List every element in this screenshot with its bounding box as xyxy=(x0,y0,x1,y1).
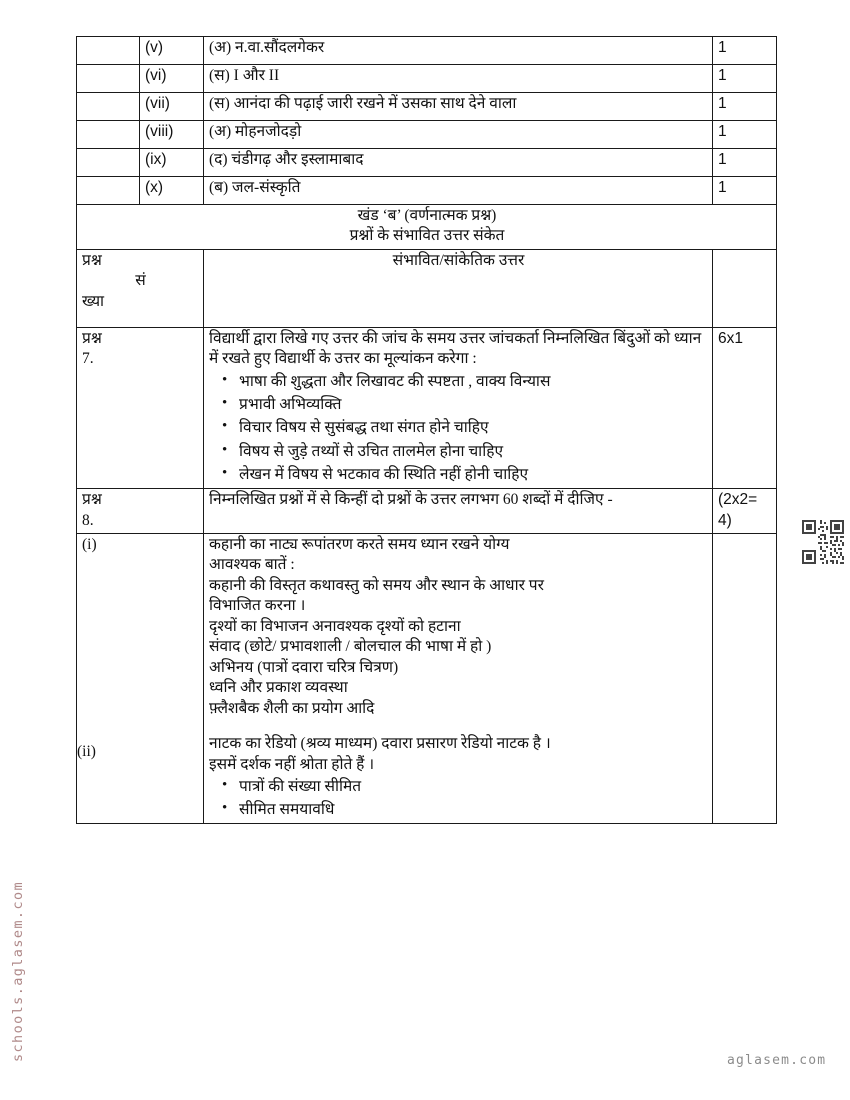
list-item: • सीमित समयावधि xyxy=(239,798,708,821)
answer-text: (द) चंडीगढ़ और इस्लामाबाद xyxy=(204,149,713,177)
question-8-index: 8. xyxy=(82,511,94,529)
table-row xyxy=(77,177,777,205)
question-7-bullet-list xyxy=(209,370,708,486)
marks-cell: 1 xyxy=(713,37,777,65)
answer-text: (अ) न.वा.सौंदलगेकर xyxy=(204,37,713,65)
header-answer-column: संभावित/सांकेतिक उत्तर xyxy=(204,249,713,327)
question-7-row xyxy=(77,327,777,488)
bottom-watermark: aglasem.com xyxy=(727,1053,827,1068)
question-8-number xyxy=(77,489,204,534)
question-7-label: प्रश्न xyxy=(82,329,102,347)
question-roman: (x) xyxy=(140,177,204,205)
section-title: खंड ‘ब’ (वर्णनात्मक प्रश्न) xyxy=(357,207,497,224)
answer-text: (ब) जल-संस्कृति xyxy=(204,177,713,205)
marks-cell: 1 xyxy=(713,149,777,177)
header-marks-column xyxy=(713,249,777,327)
list-item: • विषय से जुड़े तथ्यों से उचित तालमेल होना चाहिए xyxy=(239,440,708,463)
section-subtitle: प्रश्नों के संभावित उत्तर संकेत xyxy=(349,227,505,245)
question-8-subpart-numbers xyxy=(77,533,204,823)
section-banner-row xyxy=(77,205,777,250)
column-header-row xyxy=(77,249,777,327)
subpart-i-line: ध्वनि और प्रकाश व्यवस्था xyxy=(209,679,348,697)
subpart-i-line: फ़्लैशबैक शैली का प्रयोग आदि xyxy=(209,699,375,717)
question-roman: (vi) xyxy=(140,65,204,93)
marks-cell: 1 xyxy=(713,121,777,149)
header-qno-line2: सं xyxy=(135,272,146,290)
marks-cell: 1 xyxy=(713,177,777,205)
header-qno-line1: प्रश्न xyxy=(82,251,102,269)
left-watermark: schools.aglasem.com xyxy=(10,880,26,1062)
spacer xyxy=(209,719,708,734)
blank-cell xyxy=(77,177,140,205)
question-8-label: प्रश्न xyxy=(82,491,102,509)
subpart-i-line: कहानी की विस्तृत कथावस्तु को समय और स्थान के आधार पर xyxy=(209,576,544,594)
question-8-instruction: निम्नलिखित प्रश्नों में से किन्हीं दो प्रश्नों के उत्तर लगभग 60 शब्दों में दीजिए - xyxy=(204,489,713,534)
blank-cell xyxy=(77,65,140,93)
subpart-i-line: आवश्यक बातें : xyxy=(209,556,295,574)
section-banner xyxy=(77,205,777,250)
question-7-intro: विद्यार्थी द्वारा लिखे गए उत्तर की जांच के समय उत्तर जांचकर्ता निम्नलिखित बिंदुओं को ध्यान में रखते हुए विद्यार्थी के उत्तर का मूल्यांकन करेगा : xyxy=(209,329,702,368)
list-item: • लेखन में विषय से भटकाव की स्थिति नहीं होनी चाहिए xyxy=(239,463,708,486)
blank-cell xyxy=(77,37,140,65)
table-row xyxy=(77,93,777,121)
table-row xyxy=(77,37,777,65)
header-question-number xyxy=(77,249,204,327)
question-roman: (v) xyxy=(140,37,204,65)
question-roman: (vii) xyxy=(140,93,204,121)
blank-cell xyxy=(77,149,140,177)
question-8-marks xyxy=(713,489,777,534)
question-7-number xyxy=(77,327,204,488)
question-7-answer xyxy=(204,327,713,488)
subpart-ii-line: नाटक का रेडियो (श्रव्य माध्यम) दवारा प्रसारण रेडियो नाटक है । xyxy=(209,735,551,753)
subpart-i-label: (i) xyxy=(82,535,97,553)
list-item: • प्रभावी अभिव्यक्ति xyxy=(239,393,708,416)
question-roman: (ix) xyxy=(140,149,204,177)
question-8-marks-line2: 4) xyxy=(718,511,732,529)
marks-cell: 1 xyxy=(713,65,777,93)
subpart-i-line: दृश्यों का विभाजन अनावश्यक दृश्यों को हटाना xyxy=(209,617,461,635)
answer-text: (अ) मोहनजोदड़ो xyxy=(204,121,713,149)
list-item: • विचार विषय से सुसंबद्ध तथा संगत होने चाहिए xyxy=(239,416,708,439)
subpart-ii-line: इसमें दर्शक नहीं श्रोता होते हैं । xyxy=(209,755,375,773)
answer-text: (स) I और II xyxy=(204,65,713,93)
question-roman: (viii) xyxy=(140,121,204,149)
question-8-subparts-row xyxy=(77,533,777,823)
subpart-ii-label: (ii) xyxy=(77,742,96,760)
subpart-i-line: विभाजित करना । xyxy=(209,597,306,615)
answer-text: (स) आनंदा की पढ़ाई जारी रखने में उसका साथ देने वाला xyxy=(204,93,713,121)
list-item: • पात्रों की संख्या सीमित xyxy=(239,775,708,798)
subpart-ii-bullet-list xyxy=(209,775,708,822)
question-8-subpart-marks xyxy=(713,533,777,823)
header-qno-line3: ख्या xyxy=(82,292,105,310)
table-row xyxy=(77,65,777,93)
list-item: • भाषा की शुद्धता और लिखावट की स्पष्टता , वाक्य विन्यास xyxy=(239,370,708,393)
table-row xyxy=(77,121,777,149)
subpart-i-line: कहानी का नाट्य रूपांतरण करते समय ध्यान रखने योग्य xyxy=(209,535,510,553)
blank-cell xyxy=(77,121,140,149)
question-7-marks: 6x1 xyxy=(713,327,777,488)
question-8-marks-line1: (2x2= xyxy=(718,491,758,509)
qr-code-icon xyxy=(800,518,846,566)
table-body xyxy=(77,37,777,824)
table-row xyxy=(77,149,777,177)
subpart-i-line: संवाद (छोटे/ प्रभावशाली / बोलचाल की भाषा में हो ) xyxy=(209,638,492,656)
marks-cell: 1 xyxy=(713,93,777,121)
answer-key-table xyxy=(76,36,777,824)
question-8-subpart-answers xyxy=(204,533,713,823)
subpart-i-line: अभिनय (पात्रों दवारा चरित्र चित्रण) xyxy=(209,658,399,676)
question-7-index: 7. xyxy=(82,350,94,368)
blank-cell xyxy=(77,93,140,121)
question-8-row xyxy=(77,489,777,534)
